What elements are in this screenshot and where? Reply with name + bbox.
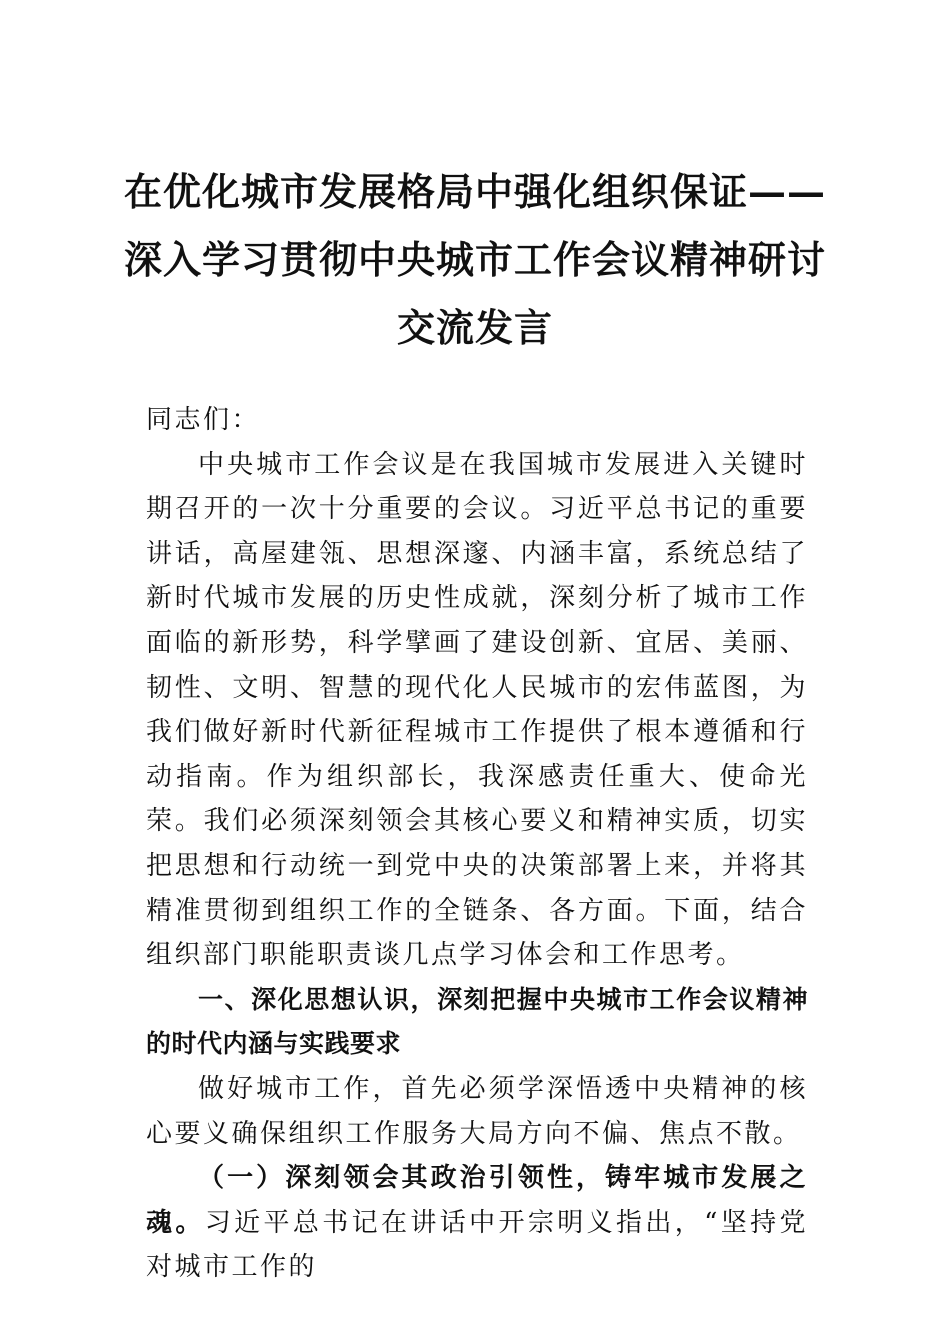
subsection-1-paragraph (146, 1156, 808, 1290)
subsection-1-lead: （一）深刻领会其政治引领性，铸牢城市发展之魂。 (146, 1163, 808, 1238)
intro-paragraph: 中央城市工作会议是在我国城市发展进入关键时期召开的一次十分重要的会议。习近平总书记的重要讲话，高屋建瓴、思想深邃、内涵丰富，系统总结了新时代城市发展的历史性成就，深刻分析了城市工作面临的新形势，科学擘画了建设创新、宜居、美丽、韧性、文明、智慧的现代化人民城市的宏伟蓝图，为我们做好新时代新征程城市工作提供了根本遵循和行动指南。作为组织部长，我深感责任重大、使命光荣。我们必须深刻领会其核心要义和精神实质，切实把思想和行动统一到党中央的决策部署上来，并将其精准贯彻到组织工作的全链条、各方面。下面，结合组织部门职能职责谈几点学习体会和工作思考。 (146, 449, 808, 971)
document-title (120, 158, 830, 362)
section-1-paragraph: 做好城市工作，首先必须学深悟透中央精神的核心要义确保组织工作服务大局方向不偏、焦点不散。 (146, 1073, 808, 1149)
document-body (146, 398, 808, 1290)
salutation: 同志们： (146, 405, 261, 435)
subsection-1-body: 习近平总书记在讲话中开宗明义指出，“坚持党对城市工作的 (146, 1207, 808, 1283)
title-line-2: 深入学习贯彻中央城市工作会议精神研讨 (123, 237, 826, 282)
title-line-1: 在优化城市发展格局中强化组织保证—— (123, 169, 826, 214)
title-line-3: 交流发言 (396, 305, 553, 350)
section-1-heading: 一、深化思想认识，深刻把握中央城市工作会议精神的时代内涵与实践要求 (146, 984, 808, 1059)
